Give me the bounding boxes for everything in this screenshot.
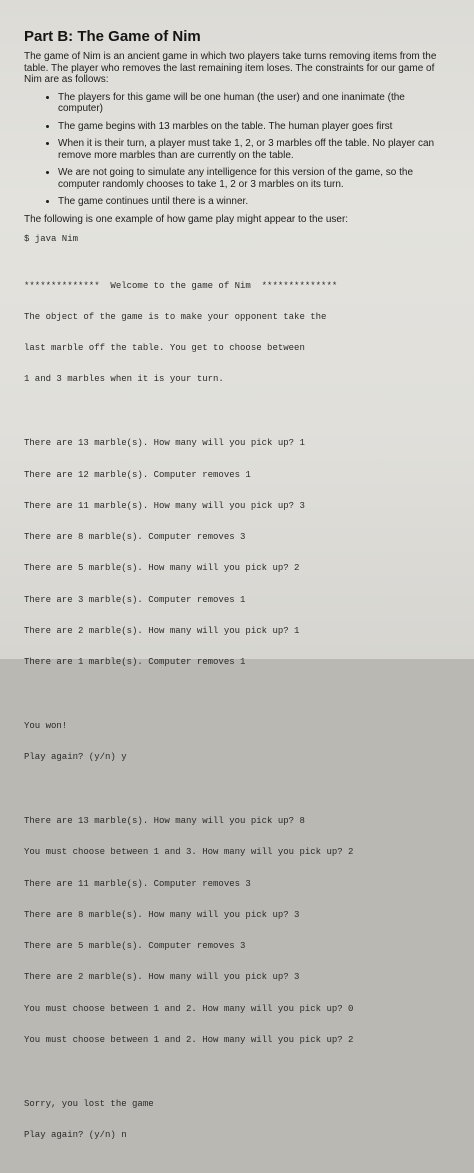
constraint-item: • The game continues until there is a winner. [58,196,452,208]
transcript-line: There are 13 marble(s). How many will you pick up? 1 [24,438,305,449]
game-two-transcript [24,795,452,1066]
welcome-block [24,260,452,406]
constraint-item: • The game begins with 13 marbles on the table. The human player goes first [58,121,452,133]
transcript-line: There are 1 marble(s). Computer removes 1 [24,656,246,667]
transcript-line: You must choose between 1 and 3. How many will you pick up? 2 [24,847,354,858]
intro-paragraph: The game of Nim is an ancient game in which two players take turns removing items from the table. The player who removes the last remaining item loses. The constraints for our game of Nim are as follows: [24,51,437,85]
transcript-line: You must choose between 1 and 2. How many will you pick up? 0 [24,1003,354,1014]
transcript-line: There are 8 marble(s). Computer removes 3 [24,532,246,543]
transcript-line: There are 8 marble(s). How many will you pick up? 3 [24,909,300,920]
game-two-result [24,1078,452,1161]
result-line: Sorry, you lost the game [24,1098,154,1109]
welcome-line: ************** Welcome to the game of Nim ************** [24,280,338,291]
result-line: Play again? (y/n) y [24,752,127,763]
section-title: Part B: The Game of Nim [24,28,201,45]
transcript-line: There are 2 marble(s). How many will you pick up? 3 [24,972,300,983]
result-line: Play again? (y/n) n [24,1130,127,1140]
transcript-line: There are 11 marble(s). Computer removes 3 [24,878,251,889]
transcript-line: There are 5 marble(s). Computer removes 3 [24,941,246,952]
constraint-item: • The players for this game will be one human (the user) and one inanimate (the computer) [58,92,452,115]
result-line: You won! [24,720,68,731]
command-line: $ java Nim [24,233,79,244]
example-intro: The following is one example of how game play might appear to the user: [24,213,349,225]
transcript-line: You must choose between 1 and 2. How many will you pick up? 2 [24,1034,354,1045]
welcome-line: last marble off the table. You get to choose between [24,343,305,354]
page-content [24,28,452,1173]
constraints-list [24,92,452,208]
transcript-line: There are 12 marble(s). Computer removes 1 [24,469,251,480]
transcript-line: There are 5 marble(s). How many will you pick up? 2 [24,563,300,574]
game-one-transcript [24,418,452,689]
transcript-line: There are 11 marble(s). How many will you pick up? 3 [24,500,305,511]
welcome-line: 1 and 3 marbles when it is your turn. [24,374,224,385]
constraint-item: • We are not going to simulate any intelligence for this version of the game, so the computer randomly chooses to take 1, 2 or 3 marbles on its turn. [58,167,452,190]
welcome-line: The object of the game is to make your opponent take the [24,311,327,322]
transcript-line: There are 3 marble(s). Computer removes 1 [24,594,246,605]
transcript-line: There are 2 marble(s). How many will you pick up? 1 [24,625,300,636]
transcript-line: There are 13 marble(s). How many will you pick up? 8 [24,816,305,827]
game-one-result [24,700,452,783]
constraint-item: • When it is their turn, a player must take 1, 2, or 3 marbles off the table. No player can remove more marbles than are currently on the table. [58,138,452,161]
